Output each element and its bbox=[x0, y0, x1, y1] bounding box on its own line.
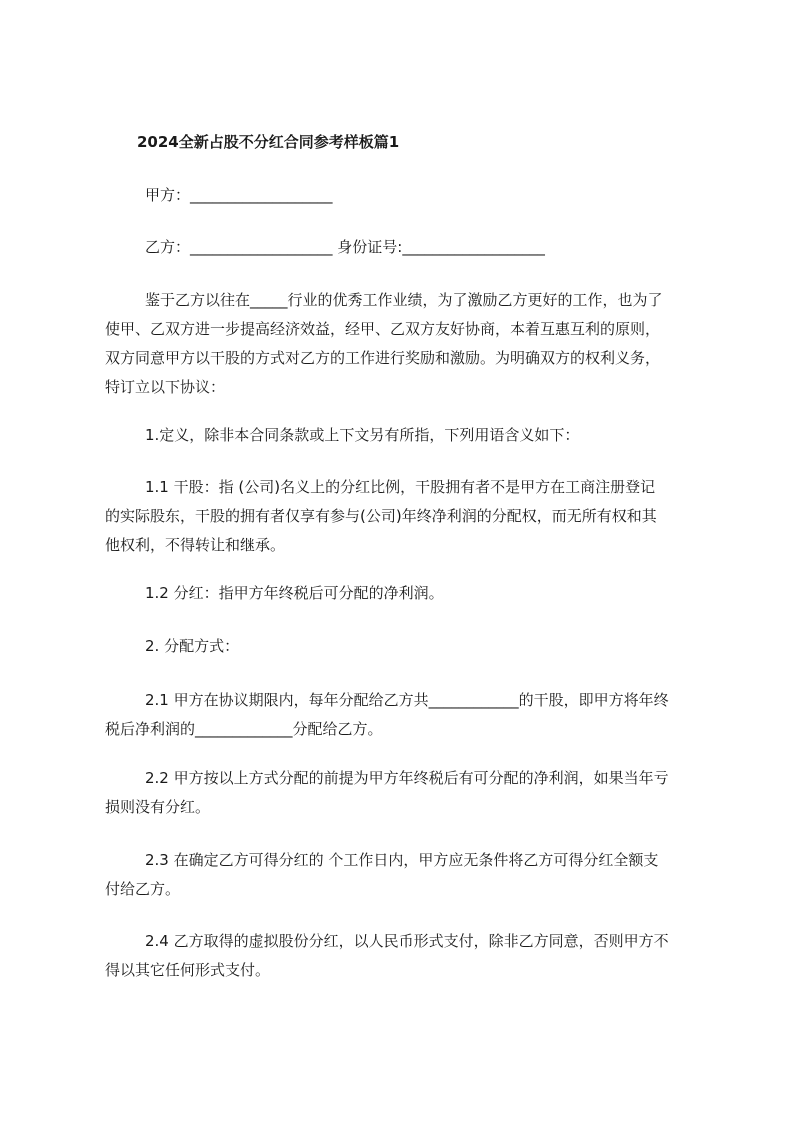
clause-line: 2.2 甲方按以上方式分配的前提为甲方年终税后有可分配的净利润，如果当年亏 bbox=[145, 769, 669, 787]
preamble-line: 鉴于乙方以往在_____行业的优秀工作业绩，为了激励乙方更好的工作，也为了 bbox=[145, 291, 663, 309]
clause-2-1 bbox=[105, 686, 715, 744]
clause-1-1 bbox=[105, 473, 715, 560]
section-1-definitions: 1.定义，除非本合同条款或上下文另有所指，下列用语含义如下： bbox=[145, 426, 580, 444]
clause-line: 税后净利润的_____________分配给乙方。 bbox=[105, 720, 383, 738]
clause-line: 2.3 在确定乙方可得分红的 个工作日内，甲方应无条件将乙方可得分红全额支 bbox=[145, 851, 659, 869]
clause-2-3 bbox=[105, 846, 715, 904]
clause-line: 付给乙方。 bbox=[105, 880, 181, 898]
clause-1-2: 1.2 分红：指甲方年终税后可分配的净利润。 bbox=[145, 584, 444, 602]
clause-2-2 bbox=[105, 764, 715, 822]
party-b-line: 乙方：___________________ 身份证号:___________________ bbox=[145, 238, 545, 256]
clause-line: 得以其它任何形式支付。 bbox=[105, 961, 271, 979]
party-a-line: 甲方：___________________ bbox=[145, 186, 333, 204]
clause-line: 他权利，不得转让和继承。 bbox=[105, 536, 286, 554]
section-2-distribution: 2. 分配方式： bbox=[145, 637, 240, 655]
preamble-paragraph bbox=[105, 286, 715, 402]
clause-line: 损则没有分红。 bbox=[105, 798, 211, 816]
clause-2-4 bbox=[105, 927, 715, 985]
preamble-line: 双方同意甲方以干股的方式对乙方的工作进行奖励和激励。为明确双方的权利义务， bbox=[105, 349, 661, 367]
clause-line: 1.1 干股：指 (公司)名义上的分红比例，干股拥有者不是甲方在工商注册登记 bbox=[145, 478, 656, 496]
preamble-line: 特订立以下协议： bbox=[105, 378, 226, 396]
clause-line: 2.4 乙方取得的虚拟股份分红，以人民币形式支付，除非乙方同意，否则甲方不 bbox=[145, 932, 669, 950]
document-title: 2024全新占股不分红合同参考样板篇1 bbox=[137, 133, 400, 151]
clause-line: 2.1 甲方在协议期限内，每年分配给乙方共____________的干股，即甲方将年终 bbox=[145, 691, 669, 709]
clause-line: 的实际股东，干股的拥有者仅享有参与(公司)年终净利润的分配权，而无所有权和其 bbox=[105, 507, 657, 525]
preamble-line: 使甲、乙双方进一步提高经济效益，经甲、乙双方友好协商，本着互惠互利的原则， bbox=[105, 320, 661, 338]
